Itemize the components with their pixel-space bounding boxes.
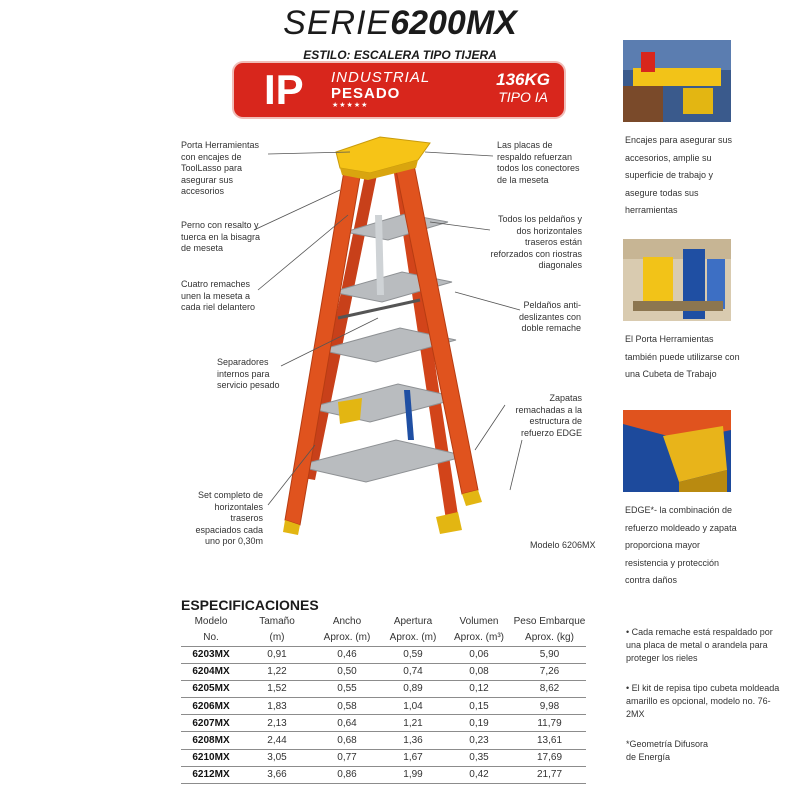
spec-cell: 3,05 [241,749,313,766]
specs-table [181,614,586,784]
callout-antideslizantes: Peldaños anti-deslizantes con doble remache [518,300,581,333]
col-subheader: Aprox. (m) [381,630,445,646]
callout-porta: Porta Herramientas con encajes de ToolLasso para asegurar sus accesorios [181,140,260,196]
callout-zapatas: Zapatas remachadas a la estructura de refuerzo EDGE [515,393,582,438]
spec-cell: 5,90 [513,646,586,663]
model-number-cell: 6203MX [181,646,241,663]
spec-cell: 1,04 [381,698,445,715]
spec-cell: 0,08 [445,663,513,680]
col-header: Modelo [194,616,228,627]
model-number-cell: 6212MX [181,766,241,783]
col-subheader: Aprox. (m³) [445,630,513,646]
side-text-2: El Porta Herramientas también puede utilizarse con una Cubeta de Trabajo [625,334,740,379]
style-subtitle: ESTILO: ESCALERA TIPO TIJERA [303,48,497,62]
series-number: 6200MX [390,4,517,42]
spec-cell: 1,52 [241,680,313,697]
specs-header-top [181,614,586,630]
spec-cell: 1,22 [241,663,313,680]
rating-line1: INDUSTRIAL [331,69,431,86]
model-number-cell: 6206MX [181,698,241,715]
spec-cell: 0,42 [445,766,513,783]
spec-cell: 0,55 [313,680,381,697]
spec-cell: 1,99 [381,766,445,783]
table-row [181,680,586,697]
callout-peldanos-reforzados: Todos los peldaños y dos horizontales traseros están reforzados con riostras diagonales [490,214,582,270]
spec-cell: 13,61 [513,732,586,749]
duty-type: TIPO IA [498,89,548,105]
callout-placas: Las placas de respaldo refuerzan todos los conectores de la meseta [497,140,580,185]
model-number-cell: 6210MX [181,749,241,766]
spec-cell: 0,12 [445,680,513,697]
spec-cell: 0,59 [381,646,445,663]
foot-back [436,512,462,534]
spec-cell: 0,19 [445,715,513,732]
photo-bucket [623,239,731,321]
model-number-cell: 6207MX [181,715,241,732]
spec-cell: 0,77 [313,749,381,766]
table-row [181,749,586,766]
specs-body [181,646,586,784]
spec-cell: 0,58 [313,698,381,715]
spec-cell: 2,44 [241,732,313,749]
callout-separadores: Separadores internos para servicio pesado [217,357,280,390]
col-subheader: No. [181,630,241,646]
table-row [181,715,586,732]
note-2: • El kit de repisa tipo cubeta moldeada amarillo es opcional, modelo no. 76-2MX [626,683,780,719]
spec-cell: 7,26 [513,663,586,680]
load-capacity: 136KG [496,70,550,89]
callout-remaches: Cuatro remaches unen la meseta a cada riel delantero [181,279,256,312]
col-subheader: Aprox. (m) [313,630,381,646]
specs-title: ESPECIFICACIONES [181,597,319,613]
table-row [181,663,586,680]
model-number-cell: 6204MX [181,663,241,680]
spec-cell: 0,74 [381,663,445,680]
model-number-cell: 6205MX [181,680,241,697]
model-number-cell: 6208MX [181,732,241,749]
col-subheader: Aprox. (kg) [513,630,586,646]
spec-cell: 1,36 [381,732,445,749]
series-prefix: SERIE [283,4,391,42]
model-caption: Modelo 6206MX [530,540,596,550]
spec-cell: 2,13 [241,715,313,732]
table-row [181,766,586,783]
col-header: Tamaño [259,616,295,627]
side-text-1: Encajes para asegurar sus accesorios, amplie su superficie de trabajo y asegure todas sus herramientas [625,135,733,215]
callout-horizontales: Set completo de horizontales traseros espaciados cada uno por 0,30m [195,490,263,546]
spec-cell: 0,15 [445,698,513,715]
rating-stars: ★★★★★ [332,102,369,109]
spec-cell: 0,06 [445,646,513,663]
table-row [181,698,586,715]
callout-perno: Perno con resalto y tuerca en la bisagra de meseta [181,220,261,253]
rating-code: IP [264,66,304,113]
spec-cell: 0,86 [313,766,381,783]
spec-cell: 0,64 [313,715,381,732]
spec-cell: 0,91 [241,646,313,663]
photo-edge [623,410,731,492]
spec-cell: 0,89 [381,680,445,697]
spec-cell: 0,46 [313,646,381,663]
side-text-3: EDGE*- la combinación de refuerzo moldeado y zapata proporciona mayor resistencia y protección contra daños [625,505,737,585]
spec-cell: 1,21 [381,715,445,732]
rating-line2: PESADO [331,85,401,102]
spec-cell: 0,23 [445,732,513,749]
spec-cell: 9,98 [513,698,586,715]
spec-cell: 21,77 [513,766,586,783]
spec-cell: 0,68 [313,732,381,749]
specs-header-bottom [181,630,586,646]
note-1: • Cada remache está respaldado por una placa de metal o arandela para proteger los rieles [626,627,773,663]
table-row [181,732,586,749]
note-3: *Geometría Difusora de Energía [626,739,709,762]
spec-cell: 1,67 [381,749,445,766]
col-header: Apertura [393,616,433,627]
spec-cell: 3,66 [241,766,313,783]
col-subheader: (m) [241,630,313,646]
spec-cell: 8,62 [513,680,586,697]
photo-tool-holder [623,40,731,122]
spec-cell: 0,35 [445,749,513,766]
spec-cell: 17,69 [513,749,586,766]
foot-back-left [338,398,362,424]
col-header: Peso Embarque [513,616,586,627]
col-header: Ancho [332,616,362,627]
col-header: Volumen [459,616,499,627]
table-row [181,646,586,663]
spec-cell: 1,83 [241,698,313,715]
spec-cell: 0,50 [313,663,381,680]
spec-cell: 11,79 [513,715,586,732]
